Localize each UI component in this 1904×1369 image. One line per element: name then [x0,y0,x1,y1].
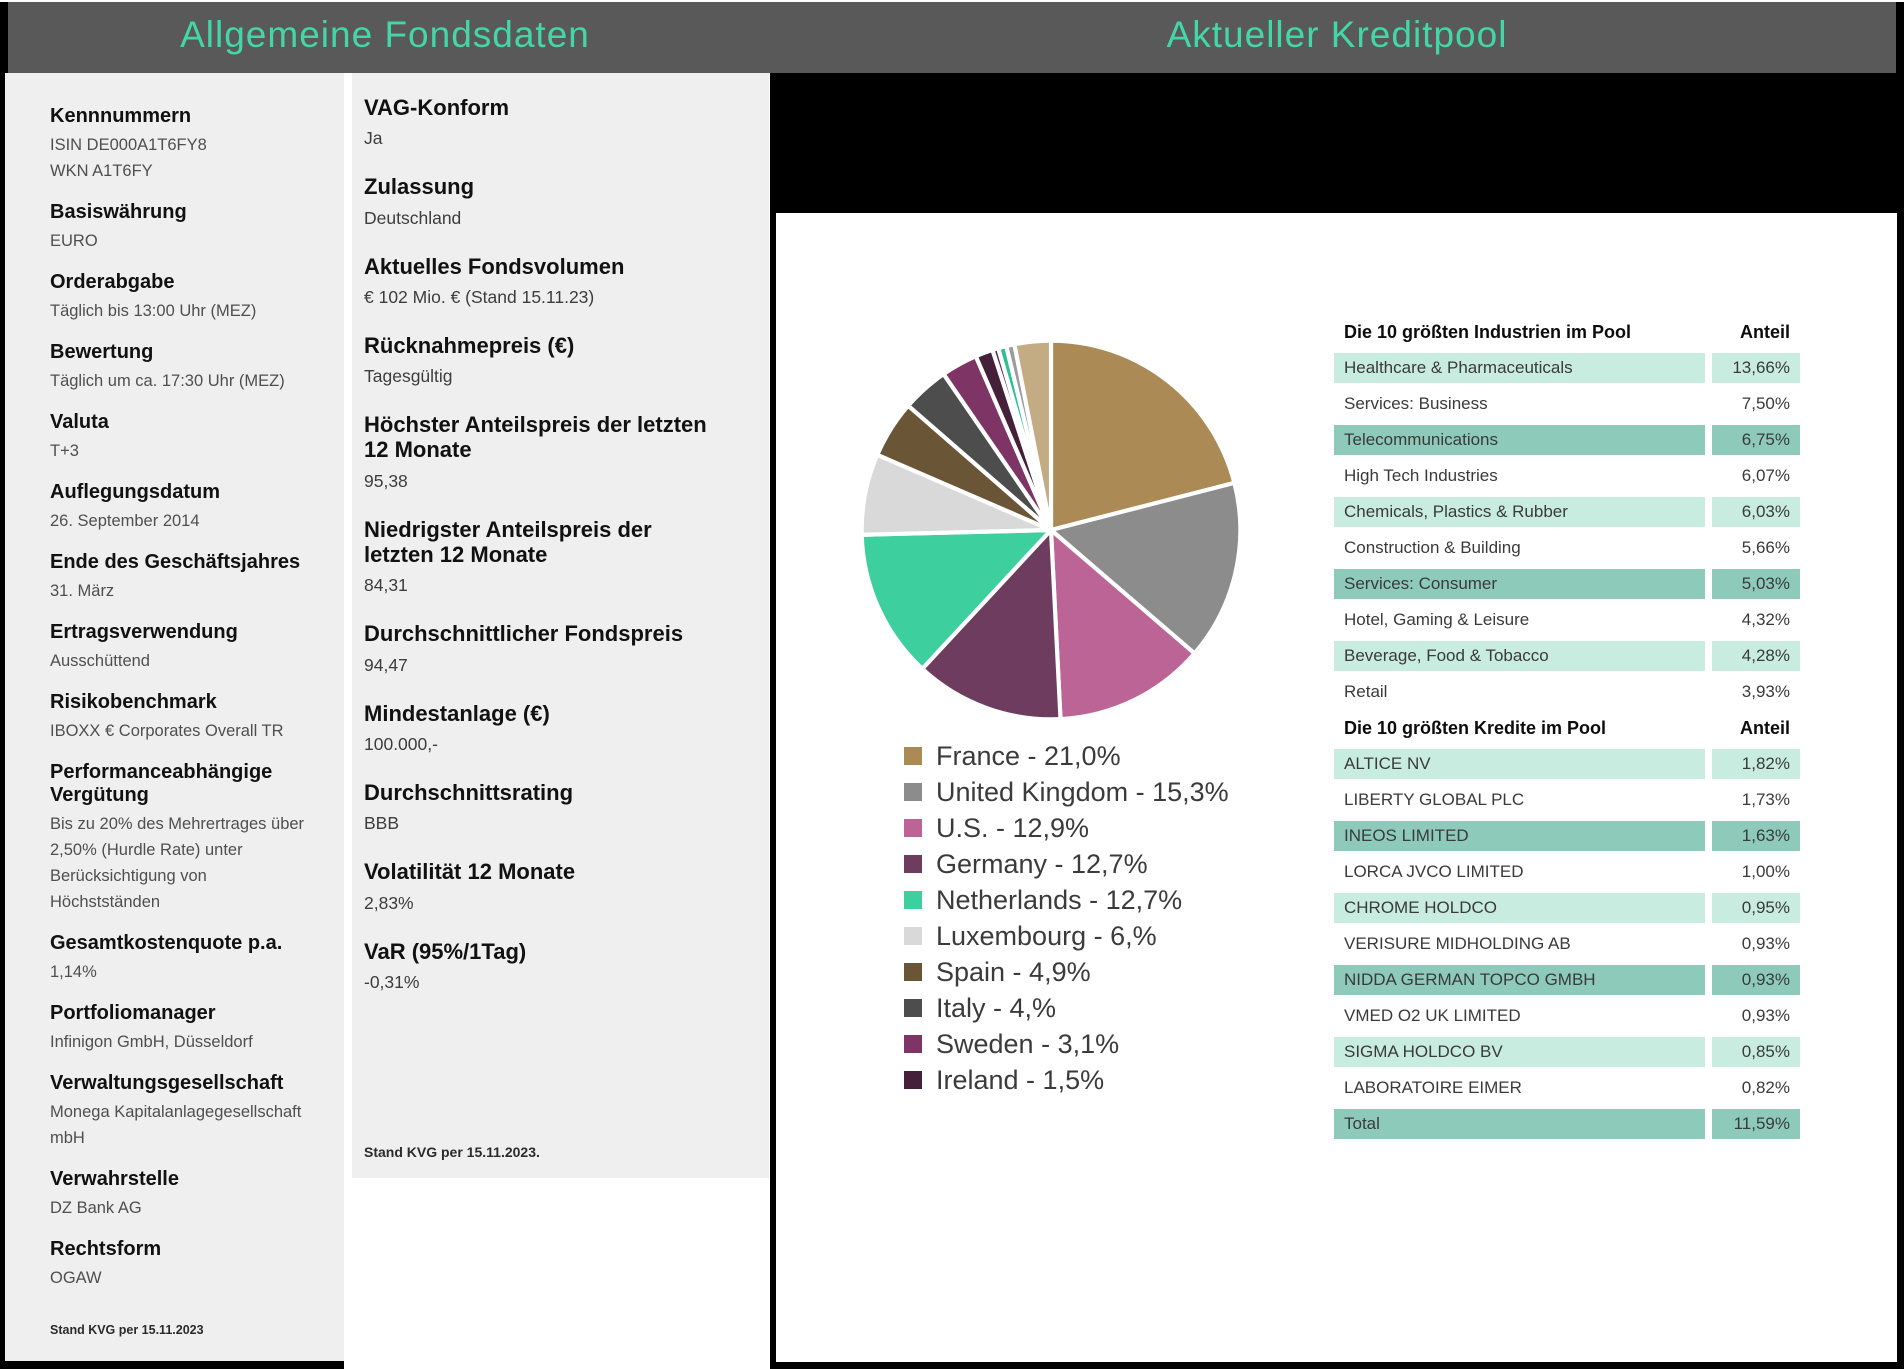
table-row [1334,1109,1800,1139]
table-row [1334,605,1800,635]
field-label: Performanceabhängige Vergütung [50,761,273,806]
fund-data-field [364,174,759,231]
table-row-label: SIGMA HOLDCO BV [1334,1037,1705,1067]
fund-data-field [364,859,759,916]
field-value [50,298,330,324]
field-value [50,1195,330,1221]
industries-table-title: Die 10 größten Industrien im Pool [1344,322,1632,342]
field-value-line: Täglich bis 13:00 Uhr (MEZ) [50,302,257,320]
table-row-value: 1,82% [1712,749,1800,779]
table-row-value: 6,07% [1741,466,1790,485]
field-label: Rücknahmepreis (€) [364,332,575,358]
field-value [50,959,330,985]
field-label: Risikobenchmark [50,691,217,713]
table-row-label: LABORATOIRE EIMER [1344,1078,1522,1097]
fund-data-field [50,341,330,394]
fund-data-field [364,412,759,495]
field-label: Orderabgabe [50,271,175,293]
field-value-line: 95,38 [364,470,408,491]
legend-swatch [904,891,922,909]
field-value-line: T+3 [50,442,79,460]
kreditpool-black-header [776,73,1897,213]
field-value-line: Höchstständen [50,893,161,911]
legend-swatch [904,1071,922,1089]
table-row-label: Services: Business [1344,394,1488,413]
field-value-line: Infinigon GmbH, Düsseldorf [50,1033,253,1051]
table-row [1334,749,1800,779]
field-value-line: Tagesgültig [364,366,453,387]
table-row-label: NIDDA GERMAN TOPCO GMBH [1334,965,1705,995]
legend-swatch [904,819,922,837]
field-value [50,648,330,674]
field-value [50,718,330,744]
legend-item [904,1029,1229,1059]
table-row [1334,533,1800,563]
table-row-value: 0,93% [1741,934,1790,953]
field-value-line: € 102 Mio. € (Stand 15.11.23) [364,286,595,307]
field-value [364,730,759,758]
credits-table-value-header: Anteil [1739,718,1790,738]
fund-data-field [364,254,759,311]
fund-data-field [50,481,330,534]
field-value-line: Berücksichtigung von [50,867,207,885]
table-row-label: Telecommunications [1334,425,1705,455]
fund-data-field [364,517,759,600]
table-row-label: CHROME HOLDCO [1334,893,1705,923]
legend-item [904,741,1229,771]
legend-swatch [904,999,922,1017]
field-label: Verwaltungsgesellschaft [50,1072,284,1094]
table-row-label: Healthcare & Pharmaceuticals [1334,353,1705,383]
legend-item [904,957,1229,987]
field-value [364,571,759,599]
legend-swatch [904,855,922,873]
legend-label: Netherlands - 12,7% [936,884,1183,915]
industries-table-header [1334,317,1800,347]
legend-item [904,993,1229,1023]
legend-swatch [904,747,922,765]
field-value-line: -0,31% [364,971,420,992]
field-value-line: DZ Bank AG [50,1199,142,1217]
left-section-title: Allgemeine Fondsdaten [180,14,590,55]
legend-item [904,1065,1229,1095]
field-value [50,1265,330,1291]
field-label: Valuta [50,411,109,433]
field-value [50,578,330,604]
fund-data-field [364,780,759,837]
fund-data-field [50,761,330,915]
table-row-value: 13,66% [1712,353,1800,383]
legend-item [904,813,1229,843]
field-label: Rechtsform [50,1238,162,1260]
table-row-value: 7,50% [1741,394,1790,413]
legend-swatch [904,963,922,981]
right-section-title: Aktueller Kreditpool [1166,14,1508,55]
table-row-value: 5,03% [1712,569,1800,599]
fund-data-field [364,95,759,152]
table-row-label: Hotel, Gaming & Leisure [1344,610,1530,629]
table-row-label: INEOS LIMITED [1334,821,1705,851]
field-value-line: Bis zu 20% des Mehrertrages über [50,815,305,833]
table-row-label: Services: Consumer [1334,569,1705,599]
table-row [1334,389,1800,419]
field-value-line: Ausschüttend [50,652,150,670]
legend-label: Germany - 12,7% [936,848,1148,879]
fund-data-field [50,411,330,464]
legend-label: Sweden - 3,1% [936,1028,1120,1059]
field-value-line: 84,31 [364,575,408,596]
field-label: Volatilität 12 Monate [364,859,576,885]
field-value-line: OGAW [50,1269,102,1287]
legend-label: France - 21,0% [936,740,1121,771]
table-row-label: VMED O2 UK LIMITED [1344,1006,1521,1025]
middle-panel-footnote: Stand KVG per 15.11.2023. [364,1144,540,1160]
fund-data-field [364,333,759,390]
table-row-value: 6,03% [1712,497,1800,527]
field-value-line: Ja [364,128,383,149]
field-label: Basiswährung [50,201,187,223]
legend-label: U.S. - 12,9% [936,812,1090,843]
field-value [50,132,330,184]
field-value-line: Deutschland [364,207,462,228]
fund-data-panel-middle [352,73,769,1178]
field-value [50,368,330,394]
table-row-label: High Tech Industries [1344,466,1498,485]
field-value [50,438,330,464]
field-value-line: WKN A1T6FY [50,162,153,180]
table-row [1334,1001,1800,1031]
table-row-value: 0,93% [1741,1006,1790,1025]
table-row [1334,497,1800,527]
field-value-line: 100.000,- [364,733,438,754]
table-row-value: 5,66% [1741,538,1790,557]
field-value-line: BBB [364,813,400,834]
table-row-label: Total [1334,1109,1705,1139]
pie-chart-legend [904,741,1229,1101]
fund-data-field [50,551,330,604]
table-row-value: 6,75% [1712,425,1800,455]
table-row-value: 0,82% [1741,1078,1790,1097]
table-row-value: 1,63% [1712,821,1800,851]
field-value-line: EURO [50,232,98,250]
field-value [50,508,330,534]
field-value [50,228,330,254]
fund-data-field [364,621,759,678]
field-value [364,467,759,495]
field-label: Mindestanlage (€) [364,700,550,726]
field-label: Niedrigster Anteilspreis der letzten 12 Monate [364,516,652,568]
table-row-value: 0,85% [1712,1037,1800,1067]
table-row [1334,821,1800,851]
table-row-label: Chemicals, Plastics & Rubber [1334,497,1705,527]
field-value-line: 2,50% (Hurdle Rate) unter [50,841,243,859]
field-label: Gesamtkostenquote p.a. [50,932,283,954]
field-label: Portfoliomanager [50,1002,216,1024]
table-row [1334,929,1800,959]
legend-label: Italy - 4,% [936,992,1057,1023]
legend-label: Luxembourg - 6,% [936,920,1157,951]
field-value-line: Täglich um ca. 17:30 Uhr (MEZ) [50,372,285,390]
fund-data-field [50,271,330,324]
fund-data-field [50,1238,330,1291]
legend-swatch [904,1035,922,1053]
field-value [364,889,759,917]
fund-data-field [50,1168,330,1221]
legend-swatch [904,783,922,801]
table-row-label: ALTICE NV [1334,749,1705,779]
industries-table-value-header: Anteil [1739,322,1790,342]
left-panel-footnote: Stand KVG per 15.11.2023 [50,1323,204,1337]
general-fund-data-panel [0,73,344,1369]
legend-label: United Kingdom - 15,3% [936,776,1229,807]
country-allocation-pie-chart [856,335,1246,725]
field-value-line: 94,47 [364,654,408,675]
fund-data-fields-left [50,105,330,1291]
table-row [1334,965,1800,995]
pie-chart-svg [856,335,1246,725]
field-value [364,809,759,837]
credits-table-header [1334,713,1800,743]
fund-data-fields-middle [364,95,759,996]
field-value [50,1099,330,1151]
fund-data-field [50,1072,330,1151]
field-value-line: 1,14% [50,963,97,981]
fund-data-field [364,939,759,996]
legend-item [904,849,1229,879]
table-row-value: 3,93% [1741,682,1790,701]
legend-swatch [904,927,922,945]
table-row [1334,785,1800,815]
credits-table-title: Die 10 größten Kredite im Pool [1344,718,1607,738]
table-row-value: 11,59% [1712,1109,1800,1139]
field-label: VaR (95%/1Tag) [364,938,527,964]
field-value [364,968,759,996]
table-row [1334,461,1800,491]
field-label: Höchster Anteilspreis der letzten 12 Monate [364,412,707,463]
table-row-value: 0,95% [1712,893,1800,923]
table-row [1334,1037,1800,1067]
legend-item [904,777,1229,807]
table-row-value: 1,73% [1741,790,1790,809]
table-row-label: LORCA JVCO LIMITED [1344,862,1524,881]
table-row-label: Retail [1344,682,1388,701]
table-row-label: Beverage, Food & Tobacco [1334,641,1705,671]
legend-label: Ireland - 1,5% [936,1064,1105,1095]
field-label: Ende des Geschäftsjahres [50,551,301,573]
field-value-line: IBOXX € Corporates Overall TR [50,722,284,740]
field-value-line: Monega Kapitalanlagegesellschaft [50,1103,302,1121]
field-value-line: ISIN DE000A1T6FY8 [50,136,207,154]
fund-data-field [50,621,330,674]
fund-data-field [50,932,330,985]
legend-label: Spain - 4,9% [936,956,1091,987]
table-row-label: Construction & Building [1344,538,1521,557]
field-value-line: 31. März [50,582,115,600]
table-row [1334,893,1800,923]
field-label: Ertragsverwendung [50,621,238,643]
table-row-value: 1,00% [1741,862,1790,881]
field-label: Bewertung [50,341,154,363]
table-row-value: 4,32% [1741,610,1790,629]
table-row-value: 4,28% [1712,641,1800,671]
fund-data-field [50,105,330,184]
field-label: VAG-Konform [364,95,510,120]
field-label: Auflegungsdatum [50,481,220,503]
fund-data-field [50,691,330,744]
field-value [364,204,759,232]
field-value-line: mbH [50,1129,85,1147]
table-row [1334,569,1800,599]
table-row [1334,353,1800,383]
table-row-value: 0,93% [1712,965,1800,995]
pool-tables [1334,317,1800,1145]
field-value-line: 2,83% [364,892,414,913]
field-label: Durchschnittlicher Fondspreis [364,621,684,647]
fund-data-field [364,701,759,758]
table-row [1334,677,1800,707]
fund-data-field [50,1002,330,1055]
field-label: Zulassung [364,174,475,200]
field-value [364,651,759,679]
fund-data-field [50,201,330,254]
table-row [1334,425,1800,455]
table-row-label: LIBERTY GLOBAL PLC [1344,790,1525,809]
legend-item [904,885,1229,915]
kreditpool-panel [770,73,1904,1369]
field-value [50,811,330,915]
table-row [1334,1073,1800,1103]
field-value [50,1029,330,1055]
legend-item [904,921,1229,951]
field-label: Aktuelles Fondsvolumen [364,253,625,279]
field-value-line: 26. September 2014 [50,512,200,530]
field-value [364,283,759,311]
field-label: Kennnummern [50,105,192,127]
table-row-label: VERISURE MIDHOLDING AB [1344,934,1571,953]
table-row [1334,857,1800,887]
field-value [364,362,759,390]
field-label: Durchschnittsrating [364,779,574,805]
field-value [364,124,759,152]
field-label: Verwahrstelle [50,1168,179,1190]
table-row [1334,641,1800,671]
